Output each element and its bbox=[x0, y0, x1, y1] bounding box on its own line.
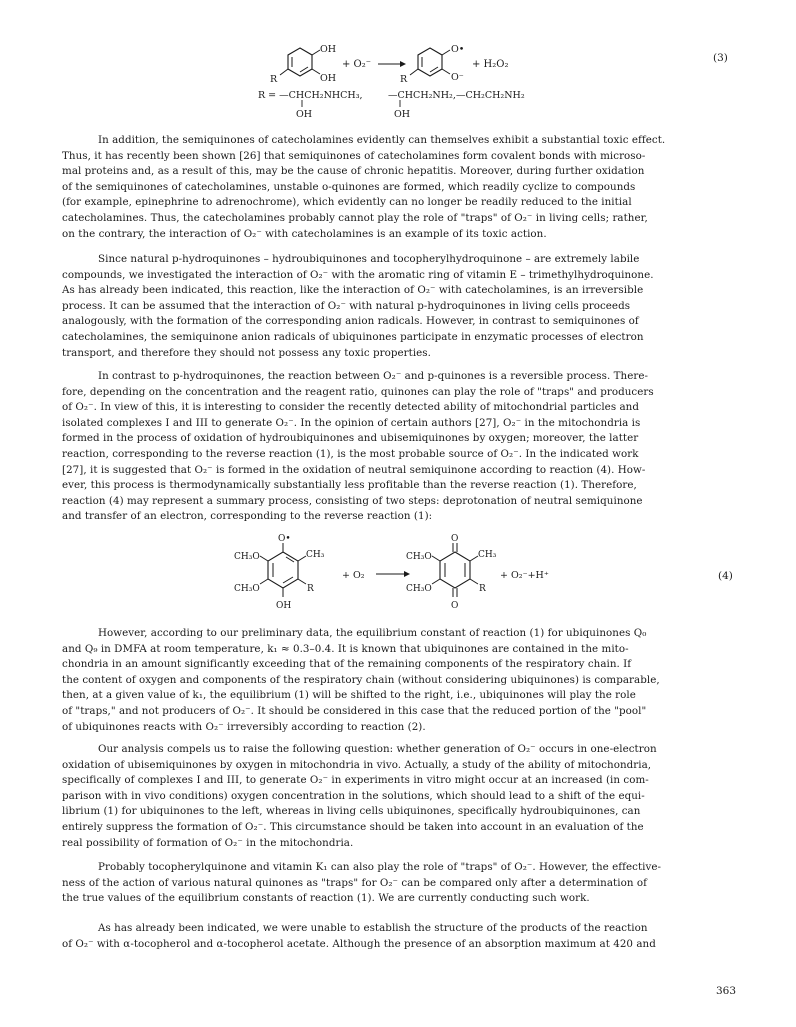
r-definition: R = —CHCH₂NHCH₃, bbox=[258, 90, 363, 101]
plus-h2o2: + H₂O₂ bbox=[472, 59, 509, 70]
product-r: R bbox=[400, 74, 408, 85]
text-line: However, according to our preliminary data, the equilibrium constant of reaction (1) for ubiquinones Q₀ bbox=[98, 627, 647, 639]
text-line: fore, depending on the concentration and the reagent ratio, quinones can play the role of "traps" and producers bbox=[62, 385, 654, 398]
methoxy-2: CH₃O bbox=[234, 584, 260, 594]
text-line: transport, and therefore they should not possess any toxic properties. bbox=[62, 346, 431, 359]
r-group: R bbox=[307, 584, 314, 594]
text-line: As has already been indicated, this reaction, like the interaction of O₂⁻ with catecholamines, is an irreversible bbox=[62, 284, 644, 297]
text-line: Since natural p-hydroquinones – hydroubiquinones and tocopherylhydroquinone – are extremely labile bbox=[98, 253, 640, 265]
text-line: reaction, corresponding to the reverse reaction (1), is the most probable source of O₂⁻. In the indicated work bbox=[62, 447, 639, 460]
paragraph-6 bbox=[62, 860, 738, 907]
reactant-oh-bottom: OH bbox=[320, 73, 337, 84]
page-number: 363 bbox=[715, 985, 736, 997]
text-line: isolated complexes I and III to generate O₂⁻. In the opinion of certain authors [27], O₂⁻ in the mitochondria is bbox=[62, 416, 641, 429]
equation-number-4: (4) bbox=[718, 570, 733, 582]
text-line: As has already been indicated, we were unable to establish the structure of the products of the reaction bbox=[98, 922, 648, 934]
quinone-r-group: R bbox=[479, 584, 486, 594]
text-line: catecholamines, the semiquinone anion radicals of ubiquinones participate in enzymatic processes of electron bbox=[62, 330, 644, 343]
reaction-scheme-4 bbox=[228, 532, 568, 616]
text-line: oxidation of ubisemiquinones by oxygen in mitochondria in vivo. Actually, a study of the ability of mitochondria, bbox=[62, 758, 652, 771]
products-superoxide-proton: + O₂⁻+H⁺ bbox=[500, 570, 549, 581]
text-line: ever, this process is thermodynamically substantially less profitable than the reverse reaction (1). Therefore, bbox=[62, 479, 637, 492]
quinone-o-bottom: O bbox=[451, 601, 459, 611]
text-line: parison with in vivo conditions) oxygen concentration in the solutions, which should lead to a shift of the equi- bbox=[62, 789, 645, 802]
text-line: on the contrary, the interaction of O₂⁻ with catecholamines is an example of its toxic action. bbox=[62, 227, 547, 240]
text-line: the true values of the equilibrium constants of reaction (1). We are currently conducting such work. bbox=[62, 892, 590, 905]
text-line: catecholamines. Thus, the catecholamines probably cannot play the role of "traps" of O₂⁻ in living cells; rather, bbox=[62, 211, 648, 224]
text-line: and transfer of an electron, corresponding to the reverse reaction (1): bbox=[62, 510, 433, 523]
text-line: Our analysis compels us to raise the following question: whether generation of O₂⁻ occurs in one-electron bbox=[98, 743, 657, 755]
r-option-2: —CHCH₂NH₂, bbox=[388, 90, 456, 101]
text-line: mal proteins and, as a result of this, may be the cause of chronic hepatitis. Moreover, during further oxidation bbox=[62, 165, 645, 178]
text-line: reaction (4) may represent a summary process, consisting of two steps: deprotonation of neutral semiquinone bbox=[62, 494, 643, 507]
text-line: analogously, with the formation of the corresponding anion radicals. However, in contrast to semiquinones of bbox=[62, 315, 639, 328]
quinone-methoxy-1: CH₃O bbox=[406, 552, 432, 562]
product-o-radical: O• bbox=[451, 44, 465, 55]
text-line: In contrast to p-hydroquinones, the reaction between O₂⁻ and p-quinones is a reversible process. There- bbox=[98, 370, 649, 382]
paragraph-5 bbox=[62, 742, 738, 851]
text-line: ness of the action of various natural quinones as "traps" for O₂⁻ can be compared only after a determination of bbox=[62, 876, 647, 889]
text-line: real possibility of formation of O₂⁻ in the mitochondria. bbox=[62, 836, 354, 849]
methyl: CH₃ bbox=[306, 550, 325, 560]
text-line: of "traps," and not producers of O₂⁻. It should be considered in this case that the reduced portion of the "pool" bbox=[62, 704, 647, 717]
text-line: process. It can be assumed that the interaction of O₂⁻ with natural p-hydroquinones in living cells proceeds bbox=[62, 299, 631, 312]
text-line: (for example, epinephrine to adrenochrome), which evidently can no longer be readily reduced to the initial bbox=[62, 196, 632, 209]
text-line: then, at a given value of k₁, the equilibrium (1) will be shifted to the right, i.e., ubiquinones will play the role bbox=[62, 689, 636, 702]
text-line: and Q₉ in DMFA at room temperature, k₁ ≈ 0.3–0.4. It is known that ubiquinones are contained in the mito- bbox=[62, 642, 629, 655]
text-line: of O₂⁻ with α-tocopherol and α-tocopherol acetate. Although the presence of an absorption maximum at 420 and bbox=[62, 937, 656, 950]
methoxy-1: CH₃O bbox=[234, 552, 260, 562]
quinone-o-top: O bbox=[451, 534, 459, 544]
quinone-methoxy-2: CH₃O bbox=[406, 584, 432, 594]
scheme-3-svg bbox=[250, 38, 550, 124]
paragraph-2 bbox=[62, 252, 738, 361]
equation-number-3: (3) bbox=[713, 52, 728, 64]
text-line: entirely suppress the formation of O₂⁻. This circumstance should be taken into account in an evaluation of the bbox=[62, 820, 644, 833]
reactant-oh-top: OH bbox=[320, 44, 337, 55]
reactant-r: R bbox=[270, 74, 278, 85]
text-line: [27], it is suggested that O₂⁻ is formed in the oxidation of neutral semiquinone according to reaction (4). How- bbox=[62, 463, 646, 476]
r-definition-oh: OH bbox=[296, 109, 313, 120]
text-line: chondria in an amount significantly exceeding that of the remaining components of the respiratory chain. If bbox=[62, 658, 632, 671]
text-line: In addition, the semiquinones of catecholamines evidently can themselves exhibit a substantial toxic effect. bbox=[98, 134, 666, 146]
text-line: Probably tocopherylquinone and vitamin K₁ can also play the role of "traps" of O₂⁻. However, the effective- bbox=[98, 861, 662, 873]
text-line: of the semiquinones of catecholamines, unstable o-quinones are formed, which readily cyclize to compounds bbox=[62, 180, 636, 193]
text-line: specifically of complexes I and III, to generate O₂⁻ in experiments in vitro might occur at an increased (in com- bbox=[62, 774, 649, 787]
text-line: compounds, we investigated the interaction of O₂⁻ with the aromatic ring of vitamin E – trimethylhydroquinone. bbox=[62, 268, 654, 281]
paragraph-7 bbox=[62, 921, 738, 952]
semiquinone-oh: OH bbox=[276, 601, 292, 611]
product-o-anion: O⁻ bbox=[451, 72, 464, 83]
r-option-2-oh: OH bbox=[394, 109, 411, 120]
text-line: of O₂⁻. In view of this, it is interesting to consider the recently detected ability of mitochondrial particles and bbox=[62, 401, 639, 414]
text-line: librium (1) for ubiquinones to the left, whereas in living cells ubiquinones, specifically hydroubiquinones, can bbox=[62, 805, 641, 818]
scheme-4-svg bbox=[228, 532, 568, 616]
plus-superoxide: + O₂⁻ bbox=[342, 59, 372, 70]
semiquinone-o-radical: O• bbox=[278, 534, 291, 544]
paragraph-1 bbox=[62, 133, 738, 242]
quinone-methyl: CH₃ bbox=[478, 550, 497, 560]
text-line: of ubiquinones reacts with O₂⁻ irreversibly according to reaction (2). bbox=[62, 720, 426, 733]
reaction-scheme-3 bbox=[250, 38, 550, 124]
text-line: the content of oxygen and components of the respiratory chain (without considering ubiquinones) is comparable, bbox=[62, 673, 660, 686]
r-option-3: —CH₂CH₂NH₂ bbox=[456, 90, 525, 101]
paragraph-3 bbox=[62, 369, 738, 525]
text-line: formed in the process of oxidation of hydroubiquinones and ubisemiquinones by oxygen; moreover, the latter bbox=[62, 432, 639, 445]
paragraph-4 bbox=[62, 626, 738, 735]
plus-oxygen: + O₂ bbox=[342, 570, 365, 581]
text-line: Thus, it has recently been shown [26] that semiquinones of catecholamines form covalent bonds with microso- bbox=[62, 149, 646, 162]
